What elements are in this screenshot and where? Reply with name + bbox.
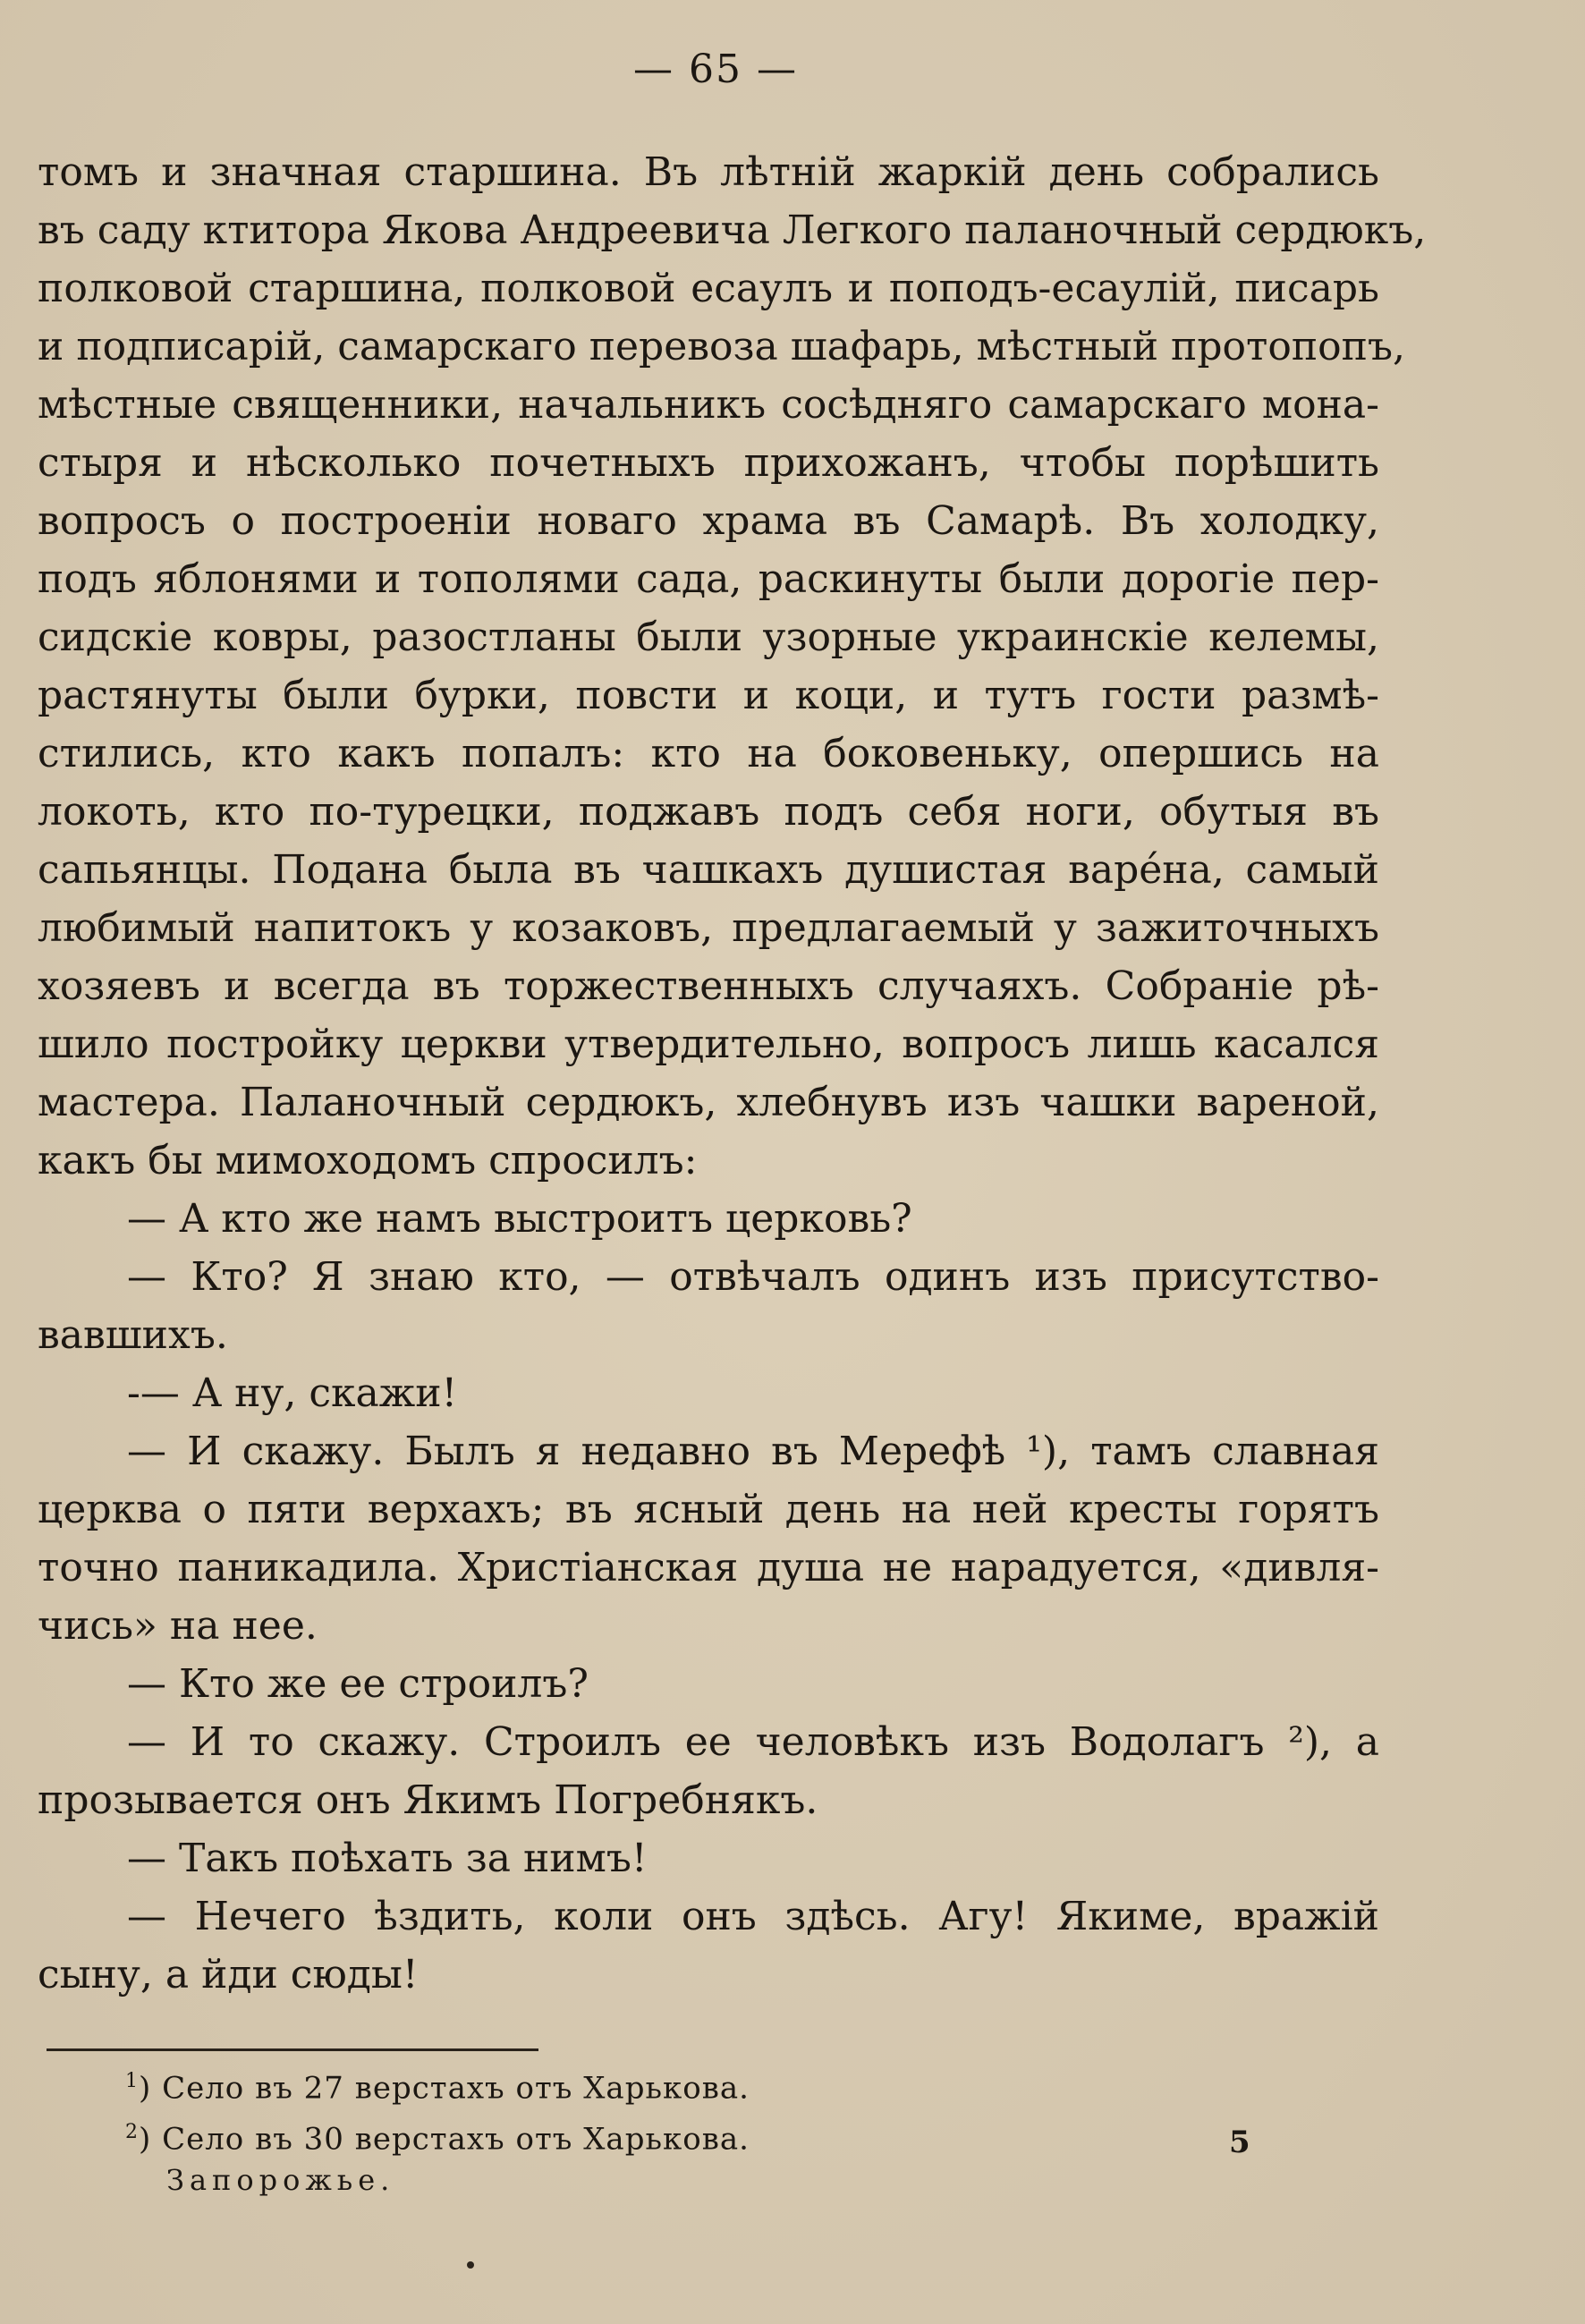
running-footer: Запорожье. — [166, 2163, 395, 2197]
text-line: сапьянцы. Подана была въ чашкахъ душистая варéна, самый — [38, 847, 1379, 893]
dialogue-line: -— А ну, скажи! — [127, 1370, 458, 1416]
text-line: стыря и нѣсколько почетныхъ прихожанъ, чтобы порѣшить — [38, 440, 1379, 486]
text-line: локоть, кто по-турецки, поджавъ подъ себя ноги, обутыя въ — [38, 789, 1379, 835]
text-line: мѣстные священники, начальникъ сосѣдняго самарскаго мона- — [38, 382, 1379, 428]
ink-speck — [467, 2261, 474, 2269]
dialogue-line: — Кто же ее строилъ? — [127, 1661, 589, 1707]
text-line: хозяевъ и всегда въ торжественныхъ случаяхъ. Собраніе рѣ- — [38, 963, 1379, 1009]
dialogue-line: — И скажу. Былъ я недавно въ Мерефѣ ¹), тамъ славная — [127, 1429, 1379, 1474]
footnote-text: ) Село въ 30 верстахъ отъ Харькова. — [139, 2121, 750, 2158]
text-line: сидскіе ковры, разостланы были узорные украинскіе келемы, — [38, 615, 1379, 660]
text-line: шило постройку церкви утвердительно, вопросъ лишь касался — [38, 1022, 1379, 1067]
dialogue-line: — Кто? Я знаю кто, — отвѣчалъ одинъ изъ присутство- — [127, 1254, 1379, 1300]
text-line: стились, кто какъ попалъ: кто на боковеньку, опершись на — [38, 731, 1379, 776]
text-line: церква о пяти верхахъ; въ ясный день на ней кресты горятъ — [38, 1487, 1379, 1532]
text-line: въ саду ктитора Якова Андреевича Легкого паланочный сердюкъ, — [38, 208, 1427, 253]
text-line: растянуты были бурки, повсти и коци, и тутъ гости размѣ- — [38, 673, 1379, 718]
page-number: — 65 — — [633, 47, 798, 92]
text-line: прозывается онъ Якимъ Погребнякъ. — [38, 1777, 818, 1823]
text-line: любимый напитокъ у козаковъ, предлагаемый у зажиточныхъ — [38, 905, 1379, 951]
footnote-1 — [125, 2059, 750, 2110]
body-text — [38, 143, 1427, 2004]
text-line: вопросъ о построеніи новаго храма въ Самарѣ. Въ холодку, — [38, 498, 1379, 544]
footnotes — [125, 2059, 750, 2162]
footnote-rule — [47, 2048, 538, 2051]
text-line: подъ яблонями и тополями сада, раскинуты были дорогіе пер- — [38, 556, 1379, 602]
dialogue-line: — А кто же намъ выстроитъ церковь? — [127, 1196, 912, 1242]
text-line: полковой старшина, полковой есаулъ и поподъ-есаулій, писарь — [38, 266, 1379, 311]
dialogue-line: — Нечего ѣздить, коли онъ здѣсь. Агу! Якиме, вражій — [127, 1894, 1379, 1939]
text-line: вавшихъ. — [38, 1312, 228, 1358]
text-line: и подписарій, самарскаго перевоза шафарь, мѣстный протопопъ, — [38, 324, 1405, 369]
footnote-mark: 1 — [125, 2070, 139, 2092]
dialogue-line: — И то скажу. Строилъ ее человѣкъ изъ Водолагъ ²), а — [127, 1719, 1379, 1765]
text-line: томъ и значная старшина. Въ лѣтній жаркій день собрались — [38, 149, 1379, 195]
footnote-2 — [125, 2110, 750, 2161]
footnote-text: ) Село въ 27 верстахъ отъ Харькова. — [139, 2070, 750, 2107]
text-line: мастера. Паланочный сердюкъ, хлебнувъ изъ чашки вареной, — [38, 1080, 1379, 1125]
text-line: какъ бы мимоходомъ спросилъ: — [38, 1138, 698, 1183]
text-line: сыну, а йди сюды! — [38, 1952, 419, 1997]
text-line: точно паникадила. Христіанская душа не нарадуется, «дивля- — [38, 1545, 1379, 1590]
text-line: чись» на нее. — [38, 1603, 318, 1649]
footnote-mark: 2 — [125, 2121, 139, 2144]
signature-mark: 5 — [1229, 2125, 1250, 2160]
dialogue-line: — Такъ поѣхать за нимъ! — [127, 1836, 648, 1881]
